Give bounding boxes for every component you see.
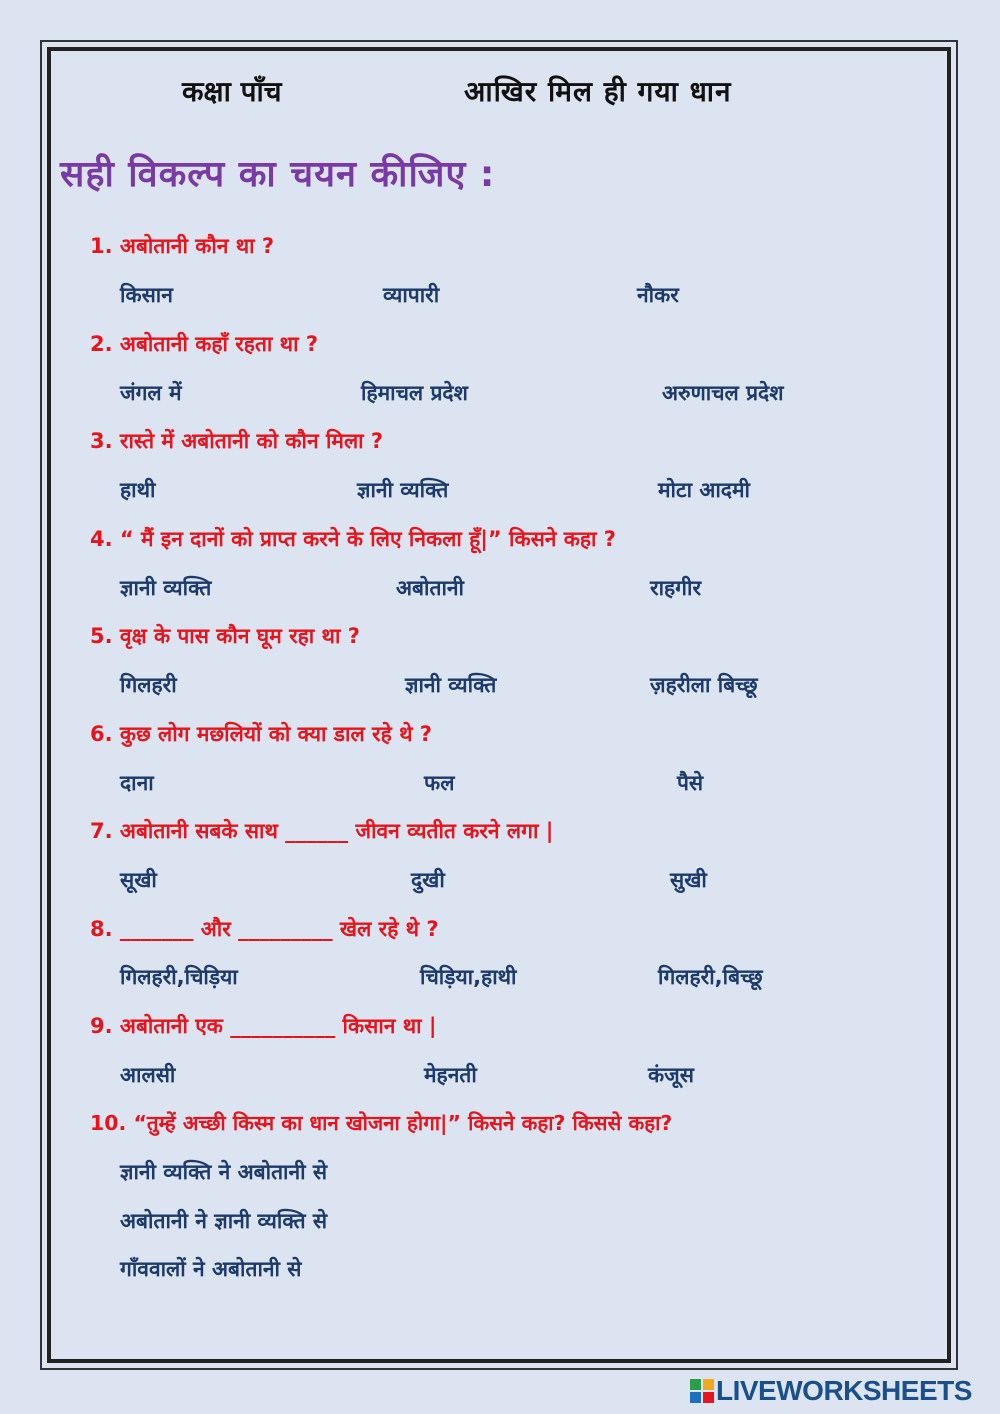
question-8: 8. _______ और _________ खेल रहे थे ? — [90, 917, 439, 941]
question-1: 1. अबोतानी कौन था ? — [90, 234, 275, 258]
q5-option-2[interactable]: ज्ञानी व्यक्ति — [405, 673, 497, 697]
q3-option-1[interactable]: हाथी — [120, 478, 156, 502]
question-3: 3. रास्ते में अबोतानी को कौन मिला ? — [90, 429, 384, 453]
q4-option-2[interactable]: अबोतानी — [396, 576, 464, 600]
q8-option-3[interactable]: गिलहरी,बिच्छू — [658, 965, 763, 989]
q10-option-2[interactable]: अबोतानी ने ज्ञानी व्यक्ति से — [120, 1209, 328, 1233]
q3-option-3[interactable]: मोटा आदमी — [658, 478, 750, 502]
q5-option-1[interactable]: गिलहरी — [120, 673, 177, 697]
question-4: 4. “ मैं इन दानों को प्राप्त करने के लिए निकला हूँ|” किसने कहा ? — [90, 527, 616, 551]
q10-option-3[interactable]: गाँववालों ने अबोतानी से — [120, 1257, 302, 1281]
q6-option-3[interactable]: पैसे — [677, 771, 704, 795]
question-5: 5. वृक्ष के पास कौन घूम रहा था ? — [90, 624, 360, 648]
liveworksheets-logo[interactable] — [690, 1374, 972, 1408]
q5-option-3[interactable]: ज़हरीला बिच्छू — [650, 673, 758, 697]
q2-option-3[interactable]: अरुणाचल प्रदेश — [662, 381, 784, 405]
q6-option-2[interactable]: फल — [424, 771, 455, 795]
q8-option-2[interactable]: चिड़िया,हाथी — [420, 965, 517, 989]
q2-option-2[interactable]: हिमाचल प्रदेश — [361, 381, 468, 405]
lesson-title: आखिर मिल ही गया धान — [464, 75, 732, 108]
q1-option-1[interactable]: किसान — [120, 283, 173, 307]
question-10: 10. “तुम्हें अच्छी किस्म का धान खोजना होगा|” किसने कहा? किससे कहा? — [90, 1111, 673, 1135]
q7-option-2[interactable]: दुखी — [411, 868, 445, 892]
q9-option-3[interactable]: कंजूस — [648, 1063, 694, 1087]
class-label: कक्षा पाँच — [182, 75, 282, 108]
liveworksheets-brand: LIVEWORKSHEETS — [716, 1375, 972, 1406]
q1-option-2[interactable]: व्यापारी — [383, 283, 440, 307]
q6-option-1[interactable]: दाना — [120, 771, 154, 795]
q8-option-1[interactable]: गिलहरी,चिड़िया — [120, 965, 238, 989]
q1-option-3[interactable]: नौकर — [637, 283, 679, 307]
question-2: 2. अबोतानी कहाँ रहता था ? — [90, 332, 319, 356]
question-7: 7. अबोतानी सबके साथ ______ जीवन व्यतीत करने लगा | — [90, 819, 554, 843]
question-6: 6. कुछ लोग मछलियों को क्या डाल रहे थे ? — [90, 722, 432, 746]
q3-option-2[interactable]: ज्ञानी व्यक्ति — [357, 478, 449, 502]
q7-option-3[interactable]: सुखी — [670, 868, 707, 892]
q7-option-1[interactable]: सूखी — [120, 868, 157, 892]
instruction-heading: सही विकल्प का चयन कीजिए : — [60, 154, 496, 195]
q9-option-1[interactable]: आलसी — [120, 1063, 176, 1087]
q10-option-1[interactable]: ज्ञानी व्यक्ति ने अबोतानी से — [120, 1160, 328, 1184]
liveworksheets-icon — [690, 1379, 714, 1403]
q4-option-1[interactable]: ज्ञानी व्यक्ति — [120, 576, 212, 600]
question-9: 9. अबोतानी एक __________ किसान था | — [90, 1014, 437, 1038]
q2-option-1[interactable]: जंगल में — [120, 381, 182, 405]
q4-option-3[interactable]: राहगीर — [650, 576, 702, 600]
q9-option-2[interactable]: मेहनती — [424, 1063, 477, 1087]
